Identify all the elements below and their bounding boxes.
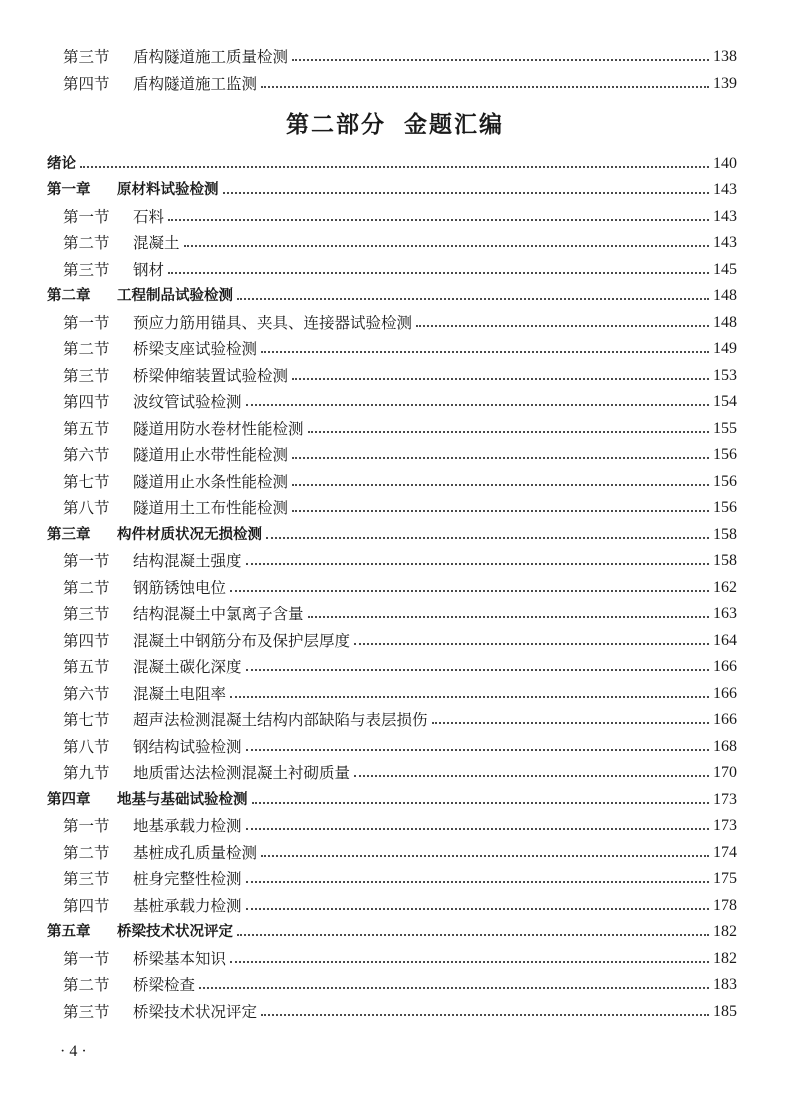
toc-chapter-row[interactable] xyxy=(0,178,790,202)
section-label: 第九节 xyxy=(63,764,110,782)
toc-chapter-row[interactable] xyxy=(0,284,790,308)
chapter-page-number: 158 xyxy=(713,526,737,543)
section-label: 第三节 xyxy=(63,367,110,385)
dot-leader xyxy=(261,1014,709,1016)
chapter-label: 第一章 xyxy=(47,182,91,198)
chapter-page-number: 173 xyxy=(713,791,737,808)
section-label: 第三节 xyxy=(63,1003,110,1021)
section-title: 地基承载力检测 xyxy=(133,817,242,835)
toc-section-row[interactable] xyxy=(0,258,790,282)
chapter-page-number: 148 xyxy=(713,287,737,304)
chapter-page-number: 182 xyxy=(713,923,737,940)
section-page-number: 154 xyxy=(713,393,737,410)
dot-leader xyxy=(354,775,709,777)
section-page-number: 166 xyxy=(713,711,737,728)
dot-leader xyxy=(261,351,709,353)
section-title: 隧道用止水条性能检测 xyxy=(133,473,289,491)
toc-section-row[interactable] xyxy=(0,1000,790,1024)
section-label: 第三节 xyxy=(63,261,110,279)
section-label: 第八节 xyxy=(63,738,110,756)
toc-section-row[interactable] xyxy=(0,205,790,229)
toc-section-row[interactable] xyxy=(0,814,790,838)
section-page-number: 153 xyxy=(713,367,737,384)
toc-section-row[interactable] xyxy=(0,947,790,971)
toc-intro-row[interactable] xyxy=(0,152,790,176)
section-title: 隧道用土工布性能检测 xyxy=(133,499,289,517)
part-name: 金题汇编 xyxy=(404,111,504,138)
section-title: 隧道用止水带性能检测 xyxy=(133,446,289,464)
toc-section-row[interactable] xyxy=(0,735,790,759)
section-title: 桥梁技术状况评定 xyxy=(133,1003,258,1021)
section-page-number: 138 xyxy=(713,48,737,65)
toc-section-row[interactable] xyxy=(0,45,790,69)
section-page-number: 158 xyxy=(713,552,737,569)
section-title: 基桩成孔质量检测 xyxy=(133,844,258,862)
section-page-number: 156 xyxy=(713,499,737,516)
section-label: 第四节 xyxy=(63,75,110,93)
dot-leader xyxy=(246,404,709,406)
toc-section-row[interactable] xyxy=(0,894,790,918)
toc-section-row[interactable] xyxy=(0,867,790,891)
section-page-number: 162 xyxy=(713,579,737,596)
dot-leader xyxy=(230,696,709,698)
section-page-number: 156 xyxy=(713,446,737,463)
dot-leader xyxy=(246,881,709,883)
section-page-number: 183 xyxy=(713,976,737,993)
toc-section-row[interactable] xyxy=(0,231,790,255)
section-label: 第二节 xyxy=(63,579,110,597)
section-title: 盾构隧道施工监测 xyxy=(133,75,258,93)
section-page-number: 155 xyxy=(713,420,737,437)
dot-leader xyxy=(230,961,709,963)
dot-leader xyxy=(416,325,709,327)
section-title: 钢材 xyxy=(133,261,165,279)
section-page-number: 143 xyxy=(713,208,737,225)
chapter-title: 地基与基础试验检测 xyxy=(117,792,248,808)
section-title: 混凝土 xyxy=(133,234,180,252)
chapter-label: 第五章 xyxy=(47,924,91,940)
dot-leader xyxy=(292,59,709,61)
dot-leader xyxy=(292,457,709,459)
section-label: 第一节 xyxy=(63,552,110,570)
section-label: 第八节 xyxy=(63,499,110,517)
section-page-number: 156 xyxy=(713,473,737,490)
section-page-number: 170 xyxy=(713,764,737,781)
dot-leader xyxy=(246,908,709,910)
dot-leader xyxy=(308,616,709,618)
section-label: 第三节 xyxy=(63,605,110,623)
section-title: 石料 xyxy=(133,208,165,226)
section-label: 第四节 xyxy=(63,393,110,411)
section-title: 钢筋锈蚀电位 xyxy=(133,579,227,597)
section-page-number: 173 xyxy=(713,817,737,834)
section-page-number: 143 xyxy=(713,234,737,251)
section-label: 第四节 xyxy=(63,632,110,650)
toc-chapter-row[interactable] xyxy=(0,523,790,547)
dot-leader xyxy=(432,722,709,724)
chapter-title: 桥梁技术状况评定 xyxy=(117,924,233,940)
toc-section-row[interactable] xyxy=(0,602,790,626)
toc-section-row[interactable] xyxy=(0,973,790,997)
dot-leader xyxy=(252,802,709,804)
section-label: 第一节 xyxy=(63,817,110,835)
chapter-label: 第三章 xyxy=(47,527,91,543)
section-page-number: 166 xyxy=(713,685,737,702)
section-label: 第三节 xyxy=(63,870,110,888)
chapter-title: 构件材质状况无损检测 xyxy=(117,527,262,543)
page-folio: · 4 · xyxy=(60,1043,87,1060)
toc-section-row[interactable] xyxy=(0,682,790,706)
section-label: 第二节 xyxy=(63,976,110,994)
section-label: 第七节 xyxy=(63,473,110,491)
dot-leader xyxy=(168,219,709,221)
section-page-number: 185 xyxy=(713,1003,737,1020)
section-title: 桥梁伸缩装置试验检测 xyxy=(133,367,289,385)
section-title: 桩身完整性检测 xyxy=(133,870,242,888)
section-label: 第四节 xyxy=(63,897,110,915)
section-title: 波纹管试验检测 xyxy=(133,393,242,411)
chapter-label: 第四章 xyxy=(47,792,91,808)
section-page-number: 166 xyxy=(713,658,737,675)
dot-leader xyxy=(237,934,709,936)
toc-section-row[interactable] xyxy=(0,629,790,653)
section-title: 隧道用防水卷材性能检测 xyxy=(133,420,304,438)
section-label: 第三节 xyxy=(63,48,110,66)
dot-leader xyxy=(266,537,709,539)
chapter-label: 第二章 xyxy=(47,288,91,304)
section-page-number: 175 xyxy=(713,870,737,887)
toc-section-row[interactable] xyxy=(0,576,790,600)
dot-leader xyxy=(246,828,709,830)
section-title: 结构混凝土中氯离子含量 xyxy=(133,605,304,623)
section-page-number: 168 xyxy=(713,738,737,755)
dot-leader xyxy=(237,298,709,300)
toc-section-row[interactable] xyxy=(0,708,790,732)
toc-section-row[interactable] xyxy=(0,72,790,96)
toc-chapter-row[interactable] xyxy=(0,920,790,944)
section-page-number: 174 xyxy=(713,844,737,861)
dot-leader xyxy=(308,431,709,433)
section-title: 地质雷达法检测混凝土衬砌质量 xyxy=(133,764,351,782)
section-title: 桥梁基本知识 xyxy=(133,950,227,968)
chapter-title: 工程制品试验检测 xyxy=(117,288,233,304)
section-page-number: 149 xyxy=(713,340,737,357)
section-title: 基桩承载力检测 xyxy=(133,897,242,915)
dot-leader xyxy=(230,590,709,592)
toc-section-row[interactable] xyxy=(0,417,790,441)
dot-leader xyxy=(246,749,709,751)
chapter-page-number: 143 xyxy=(713,181,737,198)
dot-leader xyxy=(223,192,709,194)
section-page-number: 139 xyxy=(713,75,737,92)
section-title: 盾构隧道施工质量检测 xyxy=(133,48,289,66)
section-title: 混凝土碳化深度 xyxy=(133,658,242,676)
toc-section-row[interactable] xyxy=(0,841,790,865)
section-title: 混凝土电阻率 xyxy=(133,685,227,703)
section-page-number: 163 xyxy=(713,605,737,622)
toc-section-row[interactable] xyxy=(0,364,790,388)
toc-section-row[interactable] xyxy=(0,761,790,785)
section-page-number: 178 xyxy=(713,897,737,914)
intro-page-number: 140 xyxy=(713,155,737,172)
section-label: 第五节 xyxy=(63,658,110,676)
part-heading xyxy=(0,108,790,142)
section-label: 第六节 xyxy=(63,685,110,703)
section-label: 第一节 xyxy=(63,208,110,226)
toc-section-row[interactable] xyxy=(0,337,790,361)
toc-section-row[interactable] xyxy=(0,496,790,520)
section-page-number: 148 xyxy=(713,314,737,331)
section-title: 钢结构试验检测 xyxy=(133,738,242,756)
dot-leader xyxy=(292,510,709,512)
dot-leader xyxy=(199,987,709,989)
dot-leader xyxy=(292,378,709,380)
dot-leader xyxy=(261,855,709,857)
chapter-title: 原材料试验检测 xyxy=(117,182,219,198)
dot-leader xyxy=(80,166,709,168)
section-label: 第六节 xyxy=(63,446,110,464)
toc-section-row[interactable] xyxy=(0,443,790,467)
section-label: 第一节 xyxy=(63,314,110,332)
section-title: 结构混凝土强度 xyxy=(133,552,242,570)
dot-leader xyxy=(246,563,709,565)
section-title: 预应力筋用锚具、夹具、连接器试验检测 xyxy=(133,314,413,332)
toc-section-row[interactable] xyxy=(0,390,790,414)
dot-leader xyxy=(261,86,709,88)
section-page-number: 182 xyxy=(713,950,737,967)
section-label: 第二节 xyxy=(63,844,110,862)
intro-title: 绪论 xyxy=(47,156,76,172)
section-label: 第七节 xyxy=(63,711,110,729)
section-label: 第二节 xyxy=(63,234,110,252)
section-label: 第五节 xyxy=(63,420,110,438)
toc-chapter-row[interactable] xyxy=(0,788,790,812)
dot-leader xyxy=(292,484,709,486)
section-page-number: 145 xyxy=(713,261,737,278)
section-title: 超声法检测混凝土结构内部缺陷与表层损伤 xyxy=(133,711,428,729)
section-title: 桥梁检查 xyxy=(133,976,196,994)
toc-section-row[interactable] xyxy=(0,549,790,573)
dot-leader xyxy=(168,272,709,274)
dot-leader xyxy=(246,669,709,671)
toc-section-row[interactable] xyxy=(0,311,790,335)
dot-leader xyxy=(354,643,709,645)
part-number: 第二部分 xyxy=(286,111,386,138)
section-title: 混凝土中钢筋分布及保护层厚度 xyxy=(133,632,351,650)
dot-leader xyxy=(184,245,709,247)
section-label: 第二节 xyxy=(63,340,110,358)
toc-section-row[interactable] xyxy=(0,655,790,679)
section-label: 第一节 xyxy=(63,950,110,968)
section-page-number: 164 xyxy=(713,632,737,649)
toc-section-row[interactable] xyxy=(0,470,790,494)
section-title: 桥梁支座试验检测 xyxy=(133,340,258,358)
